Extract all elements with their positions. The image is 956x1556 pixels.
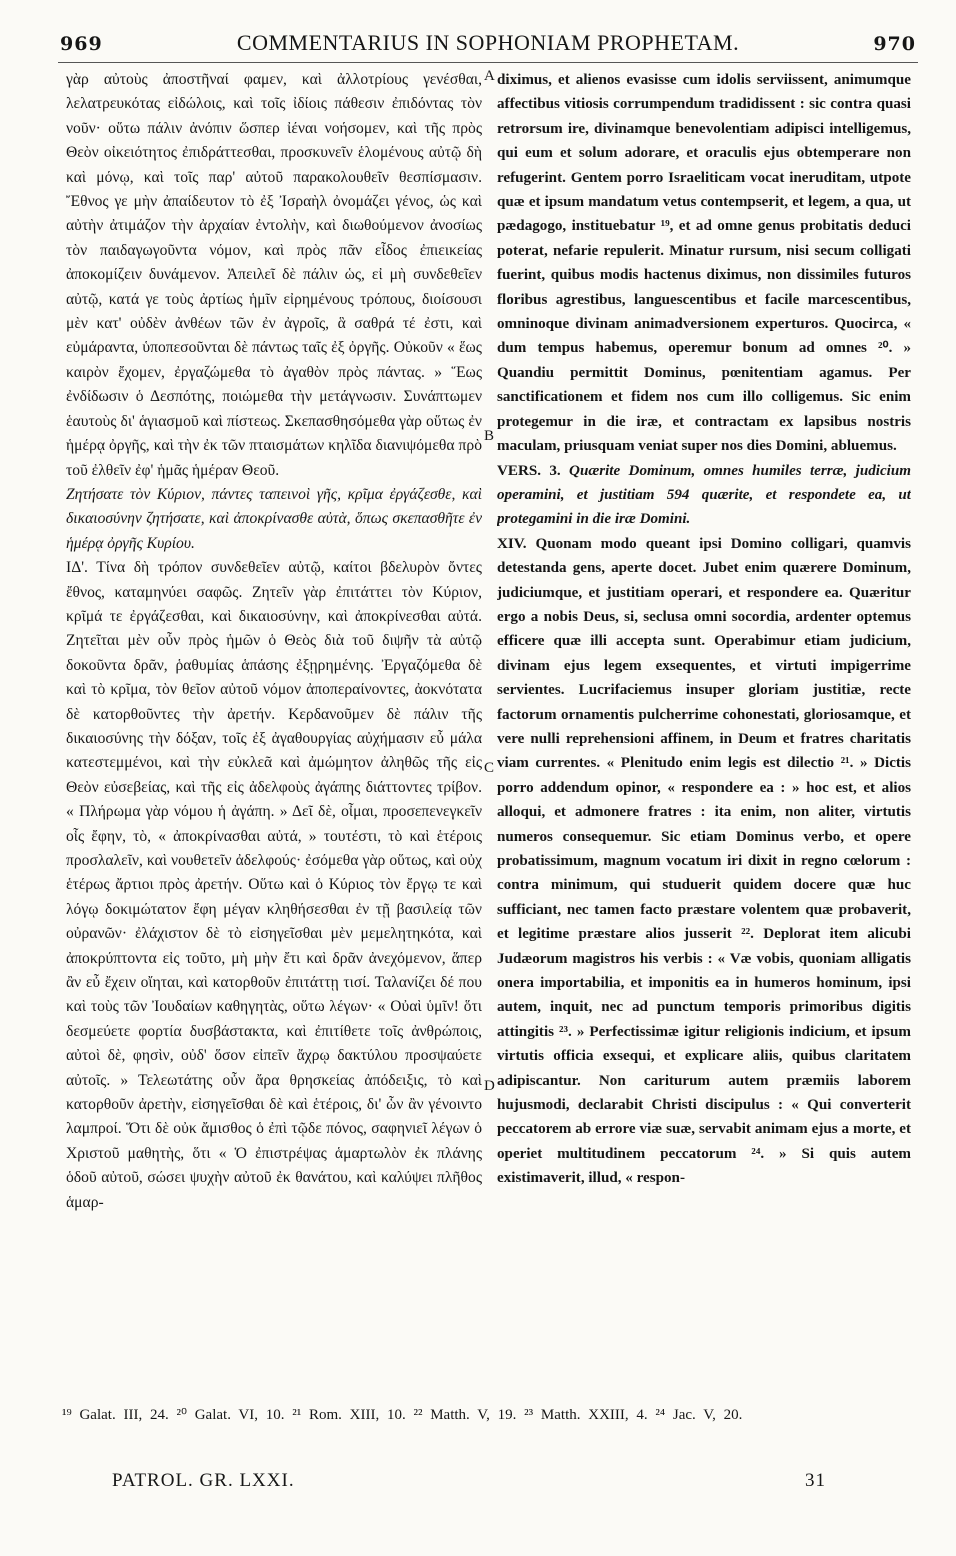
page-number-right: 970 [873, 33, 916, 55]
verse-label: VERS. 3. [497, 462, 561, 479]
margin-letter-a: A [484, 68, 495, 84]
signature-mark: PATROL. GR. LXXI. [112, 1470, 295, 1491]
latin-verse-block [497, 459, 911, 532]
header-rule [58, 62, 918, 63]
gathering-number: 31 [805, 1470, 826, 1491]
margin-letters [484, 68, 496, 1406]
latin-paragraph-1: diximus, et alienos evasisse cum idolis serviissent, animumque affectibus vitiosis corrumpendum tradidissent : sic contra quasi retrorsum ire, divinamque benevolentiam adipisci intelligemus, qui eum et solum adorare, et oraculis ejus obtemperare non refugerint. Gentem porro Israeliticam vocat ineruditam, utpote quæ et ipsum mandatum vetus contempserit, et legem, a qua, ut pædagogo, instituebatur ¹⁹, et ad omne genus probitatis deduci poterat, nefarie repulerit. Minatur rursum, nisi secum colligati fuerint, quibus modis hactenus diximus, non dissimiles futuros floribus agrestibus, languescentibus et facile marcescentibus, omninoque divinam animadversionem experturos. Quocirca, « dum tempus habemus, operemur bonum ad omnes ²⁰. » Quandiu permittit Dominus, pœnitentiam agamus. Per sanctificationem et fidem nos cum illo colligemus. Sic enim protegemur in die iræ, et contractam ex lapsibus nostris maculam, priusquam veniat super nos dies Domini, abluemus. [497, 72, 911, 455]
greek-paragraph-2: ΙΔ'. Τίνα δὴ τρόπον συνδεθεῖεν αὐτῷ, καίτοι βδελυρὸν ὄντες ἔθνος, καταμηνύει σαφῶς. Ζητεῖν γὰρ ἐπιτάττει τὸν Κύριον, κρῖμά τε ἐργάζεσθαι, καὶ δικαιοσύνην, καὶ ἀποκρίνεσθαι αὐτά. Ζητεῖται μὲν οὖν πρὸς ἡμῶν ὁ Θεὸς διὰ τοῦ διψῆν τὰ αὐτῷ δοκοῦντα δρᾶν, ῥαθυμίας ἁπάσης ἐξῃρημένης. Ἐργαζόμεθα δὲ καὶ τὸ κρῖμα, τὸν θεῖον αὐτοῦ νόμον ἀποπεραίνοντες, ἀοκνότατα δὲ κατορθοῦντες τὴν ἀρετήν. Κερδανοῦμεν δὲ πάλιν τῆς δικαιοσύνης τὴν δόξαν, τοῖς ἐξ ἀγαθουργίας αὐχήμασιν εὖ μάλα κατεστεμμένοι, καὶ τὴν εὐκλεᾶ καὶ ἀμώμητον ἀληθῶς τῆς εἰς Θεὸν εὐσεβείας, καὶ τῆς εἰς ἀδελφοὺς ἀγάπης διάττοντες τρίβον. « Πλήρωμα γὰρ νόμου ἡ ἀγάπη. » Δεῖ δὲ, οἶμαι, προσεπενεγκεῖν οἷς ἔφην, τὸ, « ἀποκρίνασθαι αὐτά, » τουτέστι, τὸ καὶ ἑτέροις προσλαλεῖν, καὶ νουθετεῖν ἀδελφούς· ἐσόμεθα γὰρ οὕτως, καὶ οὐχ ἑτέρως ἄρτιοι πρὸς ἀρετήν. Οὕτω καὶ ὁ Κύριος τὸν ἔργῳ τε καὶ λόγῳ δοκιμώτατον ἔφη μέγαν κληθήσεσθαι ἐν τῇ βασιλείᾳ τῶν οὐρανῶν· ἐλάχιστον δὲ τὸ εἰσηγεῖσθαι μὲν μεμελητηκότα, καὶ ἀποκρύπτοντα εἰς τοῦτο, μὴ μὴν ἔτι καὶ δρᾶν ἀνεχόμενον, ἅπερ ἂν εὖ ἔχειν οἴηται, καὶ κατορθοῦν ἐπιτάττῃ τισί. Ταλανίζει δέ που καὶ τοὺς τῶν Ἰουδαίων καθηγητὰς, οὕτω λέγων· « Οὐαὶ ὑμῖν! ὅτι δεσμεύετε φορτία δυσβάστακτα, καὶ ἐπιτίθετε τοῖς ἀνθρώποις, αὐτοὶ δὲ, φησὶν, οὐδ' ὅσον εἰπεῖν ἄχρῳ δακτύλου προσψαύετε αὐτοῖς. » Τελεωτάτης οὖν ἄρα θρησκείας ἀπόδειξις, τὸ καὶ κατορθοῦν ἀρετὴν, εἰσηγεῖσθαι δὲ καὶ ἑτέροις, δι' ὧν ἂν γένοιντο λαμπροί. Ὅτι δὲ οὐκ ἄμισθος ὁ ἐπὶ τῷδε πόνος, σαφηνιεῖ λέγων ὁ Χριστοῦ μαθητὴς, ὅτι « Ὁ ἐπιστρέψας ἁμαρτωλὸν ἐκ πλάνης ὁδοῦ αὐτοῦ, σώσει ψυχὴν αὐτοῦ ἐκ θανάτου, καὶ καλύψει πλῆθος ἁμαρ- [66, 559, 482, 1211]
page-number-left: 969 [60, 33, 103, 55]
margin-letter-b: B [484, 428, 495, 444]
footnotes: ¹⁹ Galat. III, 24. ²⁰ Galat. VI, 10. ²¹ Rom. XIII, 10. ²² Matth. V, 19. ²³ Matth. XXIII, 4. ²⁴ Jac. V, 20. [62, 1407, 743, 1423]
latin-paragraph-2: XIV. Quonam modo queant ipsi Domino colligari, quamvis detestanda gens, aperte docet. Jubet enim quærere Dominum, judiciumque, et justitiam operari, et respondere ea. Quæritur ergo a nobis Deus, si, seclusa omni socordia, ardenter optemus efficere quæ illi accepta sunt. Operabimur etiam judicium, divinam ejus legem exsequentes, et virtuti impigerrime servientes. Lucrifaciemus insuper gloriam justitiæ, recte factorum ornamentis pulcherrime cohonestati, gloriosamque, et vere nulli reprehensioni affinem, in Deum et fratres charitatis viam currentes. « Plenitudo enim legis est dilectio ²¹. » Dictis porro addendum opinor, « respondere ea : » hoc est, et alios alloqui, et admonere fratres : ita enim, non aliter, virtutis numeros consequemur. Sic etiam Dominus verbo, et opere probatissimum, magnum vocatum iri dixit in regno cœlorum : contra minimum, qui studuerit quidem docere quæ huc sufficiant, nec tamen facto præstare volentem quæ probaverit, et legitime præstare alios jusserit ²². Deplorat item alicubi Judæorum magistros his verbis : « Væ vobis, quoniam alligatis onera importabilia, et imponitis ea in humeros hominum, ipsi autem, inquit, nec ad punctum temporis primoribus digitis attingitis ²³. » Perfectissimæ igitur religionis indicium, et ipsum virtutis officia exsequi, et explicare aliis, quibus claritatem adipiscantur. Non cariturum autem præmiis laborem hujusmodi, declarabit Christi discipulus : « Qui converterit peccatorem ab errore viæ suæ, servabit animam ejus a morte, et operiet multitudinem peccatorum ²⁴. » Si quis autem existimaverit, illud, « respon- [497, 535, 911, 1187]
greek-column [66, 68, 482, 1406]
latin-verse: Quærite Dominum, omnes humiles terræ, judicium operamini, et justitiam 594 quærite, et respondete ea, ut protegamini in die iræ Domini. [497, 462, 911, 528]
page-header [60, 30, 916, 60]
latin-column [497, 68, 911, 1406]
greek-verse: Ζητήσατε τὸν Κύριον, πάντες ταπεινοὶ γῆς, κρῖμα ἐργάζεσθε, καὶ δικαιοσύνην ζητήσατε, καὶ ἀποκρίνασθε αὐτὰ, ὅπως σκεπασθῆτε ἐν ἡμέρᾳ ὀργῆς Κυρίου. [66, 485, 482, 552]
page-footer [112, 1470, 826, 1492]
margin-letter-d: D [484, 1078, 495, 1094]
running-title: COMMENTARIUS IN SOPHONIAM PROPHETAM. [236, 30, 740, 55]
margin-letter-c: C [484, 760, 495, 776]
greek-paragraph-1: γὰρ αὐτοὺς ἀποστῆναί φαμεν, καὶ ἀλλοτρίους γενέσθαι, λελατρευκότας εἰδώλοις, καὶ τοῖς ἰδίοις πάθεσιν ἐπιδόντας τὸν νοῦν· οὕτω πάλιν ἀνόπιν ὥσπερ ἰέναι νοήσομεν, καὶ τῆς πρὸς Θεὸν οἰκειότητος ἐπιδράττεσθαι, προσκυνεῖν ἑλομένους αὐτῷ δὴ καὶ μόνῳ, καὶ τοῖς παρ' αὐτοῦ παρακολουθεῖν θεσπίσμασιν. Ἔθνος γε μὴν ἀπαίδευτον τὸ ἐξ Ἰσραὴλ ὀνομάζει γένος, ὡς καὶ αὐτὴν ἀτιμάζον τὴν ἀρχαίαν ἐντολὴν, καὶ διωθούμενον ἀνοσίως τὸν παιδαγωγοῦντα νόμον, καὶ πρὸς πᾶν εἶδος ἐπιεικείας ἀποκομίζειν δυνάμενον. Ἀπειλεῖ δὲ πάλιν ὡς, εἰ μὴ συνδεθεῖεν αὐτῷ, κατά γε τοὺς ἀρτίως ἡμῖν εἰρημένους τρόπους, διοίσουσι μὲν κατ' οὐδὲν ἀνθέων τῶν ἐν ἀγροῖς, ἃ σαθρά τέ ἐστι, καὶ εὐμάραντα, ὑποπεσοῦνται δὲ πάντως ταῖς ἐξ ὀργῆς. Οὐκοῦν « ἕως καιρὸν ἔχομεν, ἐργαζώμεθα τὸ ἀγαθὸν πρὸς πάντας. » Ἕως ἐνδίδωσιν ὁ Δεσπότης, ποιώμεθα τὴν μετάγνωσιν. Συνάπτωμεν ἑαυτοὺς δι' ἁγιασμοῦ καὶ πίστεως. Σκεπασθησόμεθα γὰρ οὕτως ἐν ἡμέρᾳ ὀργῆς, καὶ τὴν ἐκ τῶν πταισμάτων κηλῖδα διανιψόμεθα πρὸ τοῦ ἐλθεῖν ἐφ' ἡμᾶς ἡμέραν Θεοῦ. [66, 71, 482, 479]
